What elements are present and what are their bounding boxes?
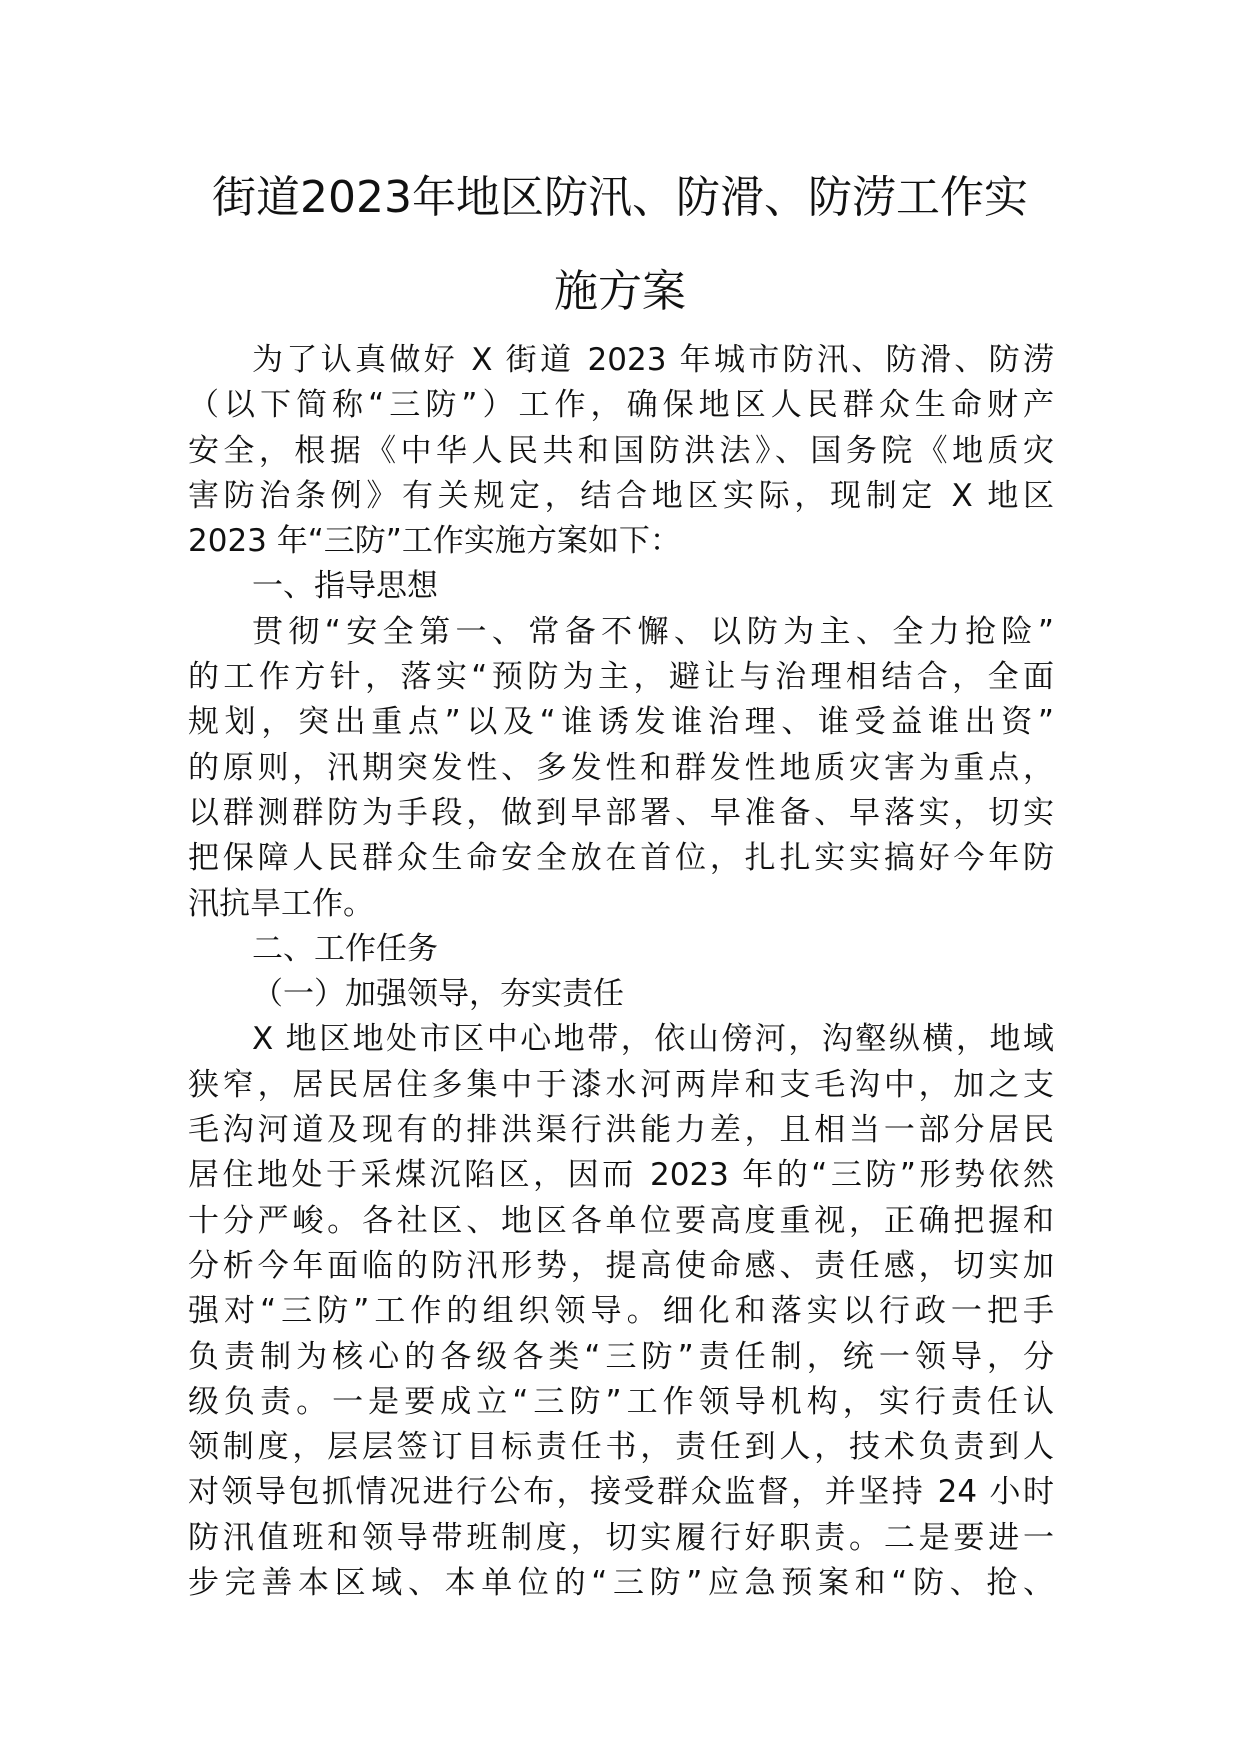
body-line: 十分严峻。各社区、地区各单位要高度重视，正确把握和 xyxy=(188,1202,1054,1239)
body-line: 负责制为核心的各级各类“三防”责任制，统一领导，分 xyxy=(188,1338,1054,1375)
body-line: 居住地处于采煤沉陷区，因而 2023 年的“三防”形势依然 xyxy=(188,1157,1054,1194)
body-line: 汛抗旱工作。 xyxy=(188,885,374,922)
body-line: 强对“三防”工作的组织领导。细化和落实以行政一把手 xyxy=(188,1293,1054,1330)
section-heading: 一、指导思想 xyxy=(252,568,438,605)
body-line: 防汛值班和领导带班制度，切实履行好职责。二是要进一 xyxy=(188,1519,1054,1556)
body-line: 步完善本区域、本单位的“三防”应急预案和“防、抢、 xyxy=(188,1565,1054,1602)
document-body xyxy=(188,338,1054,1606)
body-line: 规划，突出重点”以及“谁诱发谁治理、谁受益谁出资” xyxy=(188,704,1054,741)
body-line: 为了认真做好 X 街道 2023 年城市防汛、防滑、防涝 xyxy=(252,342,1054,378)
body-line: 安全，根据《中华人民共和国防洪法》、国务院《地质灾 xyxy=(188,432,1054,469)
body-line: 的原则，汛期突发性、多发性和群发性地质灾害为重点， xyxy=(188,749,1054,786)
body-line: 对领导包抓情况进行公布，接受群众监督，并坚持 24 小时 xyxy=(188,1474,1054,1511)
body-line: 分析今年面临的防汛形势，提高使命感、责任感，切实加 xyxy=(188,1247,1054,1284)
body-line: （以下简称“三防”）工作，确保地区人民群众生命财产 xyxy=(188,387,1054,424)
body-line: 毛沟河道及现有的排洪渠行洪能力差，且相当一部分居民 xyxy=(188,1112,1054,1149)
body-line: 以群测群防为手段，做到早部署、早准备、早落实，切实 xyxy=(188,794,1054,831)
body-line: 领制度，层层签订目标责任书，责任到人，技术负责到人 xyxy=(188,1429,1054,1466)
body-line: 狭窄，居民居住多集中于漆水河两岸和支毛沟中，加之支 xyxy=(188,1066,1054,1103)
document-title-line-2: 施方案 xyxy=(554,266,686,317)
body-line: 贯彻“安全第一、常备不懈、以防为主、全力抢险” xyxy=(252,613,1054,650)
subsection-heading: （一）加强领导，夯实责任 xyxy=(252,976,624,1013)
body-line: 把保障人民群众生命安全放在首位，扎扎实实搞好今年防 xyxy=(188,840,1054,877)
body-line: 的工作方针，落实“预防为主，避让与治理相结合，全面 xyxy=(188,659,1054,696)
document-title-line-1: 街道2023年地区防汛、防滑、防涝工作实 xyxy=(212,172,1028,223)
section-heading: 二、工作任务 xyxy=(252,930,438,967)
body-line: 2023 年“三防”工作实施方案如下： xyxy=(188,523,681,560)
body-line: 害防治条例》有关规定，结合地区实际，现制定 X 地区 xyxy=(188,477,1054,514)
body-line: X 地区地处市区中心地带，依山傍河，沟壑纵横，地域 xyxy=(252,1021,1054,1058)
body-line: 级负责。一是要成立“三防”工作领导机构，实行责任认 xyxy=(188,1383,1054,1420)
